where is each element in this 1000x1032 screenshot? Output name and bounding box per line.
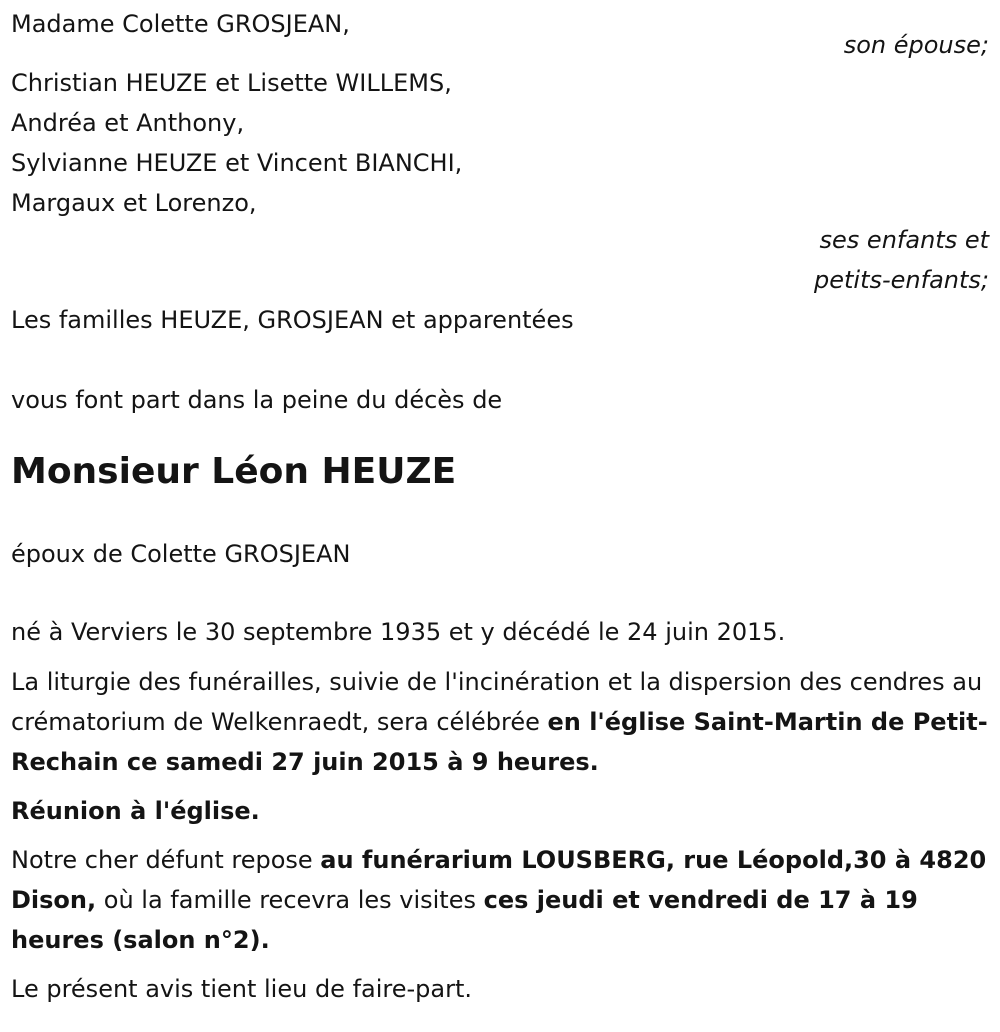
announcement-line: vous font part dans la peine du décès de — [11, 386, 503, 414]
deceased-dates: né à Verviers le 30 septembre 1935 et y décédé le 24 juin 2015. — [11, 618, 786, 646]
child-line-2: Andréa et Anthony, — [11, 109, 245, 137]
child-line-1: Christian HEUZE et Lisette WILLEMS, — [11, 69, 452, 97]
children-role-line-2: petits-enfants; — [814, 266, 989, 294]
repose-bold-2: ces jeudi et vendredi de 17 à 19 heures (salon n°2). — [11, 886, 918, 954]
repose-text-2: où la famille recevra les visites — [96, 886, 484, 914]
repose-paragraph — [11, 840, 989, 960]
repose-text-1: Notre cher défunt repose — [11, 846, 321, 874]
repose-bold-1: au funérarium LOUSBERG, rue Léopold,30 à 4820 Dison, — [11, 846, 987, 914]
children-role-line-1: ses enfants et — [819, 226, 989, 254]
child-line-3: Sylvianne HEUZE et Vincent BIANCHI, — [11, 149, 463, 177]
spouse-role: son épouse; — [843, 31, 989, 59]
closing-line: Le présent avis tient lieu de faire-part. — [11, 975, 473, 1003]
child-line-4: Margaux et Lorenzo, — [11, 189, 257, 217]
children-list — [11, 63, 989, 223]
deceased-spouse-of: époux de Colette GROSJEAN — [11, 540, 351, 568]
spouse-name: Madame Colette GROSJEAN, — [11, 10, 350, 38]
obituary-notice — [11, 4, 989, 1009]
meeting-line — [11, 791, 989, 831]
meeting-bold: Réunion à l'église. — [11, 797, 260, 825]
deceased-name: Monsieur Léon HEUZE — [11, 451, 457, 492]
liturgy-text: La liturgie des funérailles, suivie de l'incinération et la dispersion des cendres au crématorium de Welkenraedt, sera célébrée — [11, 668, 983, 736]
liturgy-bold: en l'église Saint-Martin de Petit-Rechain ce samedi 27 juin 2015 à 9 heures. — [11, 708, 988, 776]
liturgy-paragraph — [11, 662, 989, 782]
families-line: Les familles HEUZE, GROSJEAN et apparentées — [11, 306, 574, 334]
